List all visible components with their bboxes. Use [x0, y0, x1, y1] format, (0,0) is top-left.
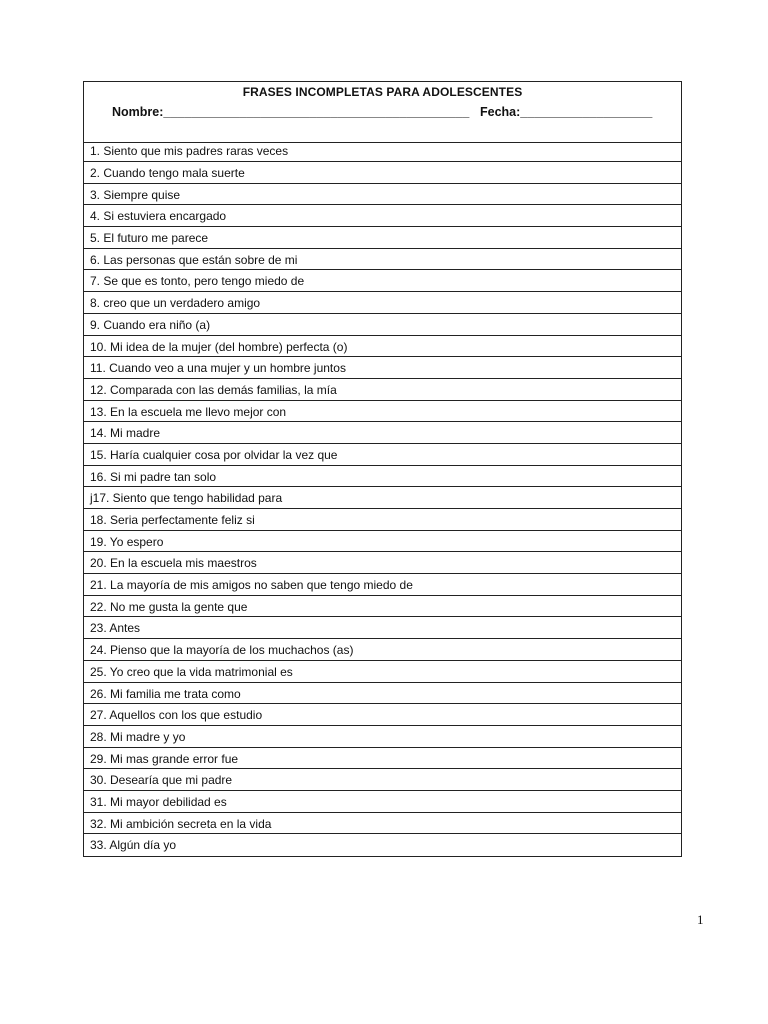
- sentence-item: 25. Yo creo que la vida matrimonial es: [84, 661, 681, 683]
- sentence-item: 6. Las personas que están sobre de mi: [84, 249, 681, 271]
- sentence-item: 2. Cuando tengo mala suerte: [84, 162, 681, 184]
- date-field: Fecha:___________________: [480, 105, 653, 119]
- sentence-list: [84, 143, 681, 856]
- sentence-item: 7. Se que es tonto, pero tengo miedo de: [84, 270, 681, 292]
- sentence-item: 19. Yo espero: [84, 531, 681, 553]
- sentence-item: 23. Antes: [84, 617, 681, 639]
- form-header: [84, 82, 681, 143]
- sentence-item: 10. Mi idea de la mujer (del hombre) perfecta (o): [84, 336, 681, 358]
- sentence-item: 9. Cuando era niño (a): [84, 314, 681, 336]
- sentence-item: 8. creo que un verdadero amigo: [84, 292, 681, 314]
- sentence-item: 27. Aquellos con los que estudio: [84, 704, 681, 726]
- form-title: FRASES INCOMPLETAS PARA ADOLESCENTES: [242, 85, 523, 99]
- sentence-item: 26. Mi familia me trata como: [84, 683, 681, 705]
- sentence-item: 11. Cuando veo a una mujer y un hombre juntos: [84, 357, 681, 379]
- sentence-item: 12. Comparada con las demás familias, la mía: [84, 379, 681, 401]
- questionnaire-form: [83, 81, 682, 857]
- sentence-item: j17. Siento que tengo habilidad para: [84, 487, 681, 509]
- name-field: Nombre:____________________________________________: [112, 105, 470, 119]
- sentence-item: 16. Si mi padre tan solo: [84, 466, 681, 488]
- sentence-item: 33. Algún día yo: [90, 838, 177, 853]
- sentence-item: 1. Siento que mis padres raras veces: [84, 143, 681, 162]
- sentence-item: 13. En la escuela me llevo mejor con: [84, 401, 681, 423]
- sentence-item: 24. Pienso que la mayoría de los muchachos (as): [84, 639, 681, 661]
- sentence-item: 21. La mayoría de mis amigos no saben que tengo miedo de: [84, 574, 681, 596]
- sentence-item: 32. Mi ambición secreta en la vida: [84, 813, 681, 835]
- sentence-item: 20. En la escuela mis maestros: [84, 552, 681, 574]
- sentence-item: 5. El futuro me parece: [84, 227, 681, 249]
- sentence-item: 28. Mi madre y yo: [84, 726, 681, 748]
- sentence-item: 18. Seria perfectamente feliz si: [84, 509, 681, 531]
- page-number: 1: [697, 912, 704, 927]
- sentence-item: 14. Mi madre: [84, 422, 681, 444]
- sentence-item: 31. Mi mayor debilidad es: [84, 791, 681, 813]
- sentence-item: 29. Mi mas grande error fue: [84, 748, 681, 770]
- sentence-item: 4. Si estuviera encargado: [84, 205, 681, 227]
- sentence-item: 15. Haría cualquier cosa por olvidar la vez que: [84, 444, 681, 466]
- sentence-item: 3. Siempre quise: [84, 184, 681, 206]
- sentence-item: 22. No me gusta la gente que: [84, 596, 681, 618]
- sentence-item: 30. Desearía que mi padre: [84, 769, 681, 791]
